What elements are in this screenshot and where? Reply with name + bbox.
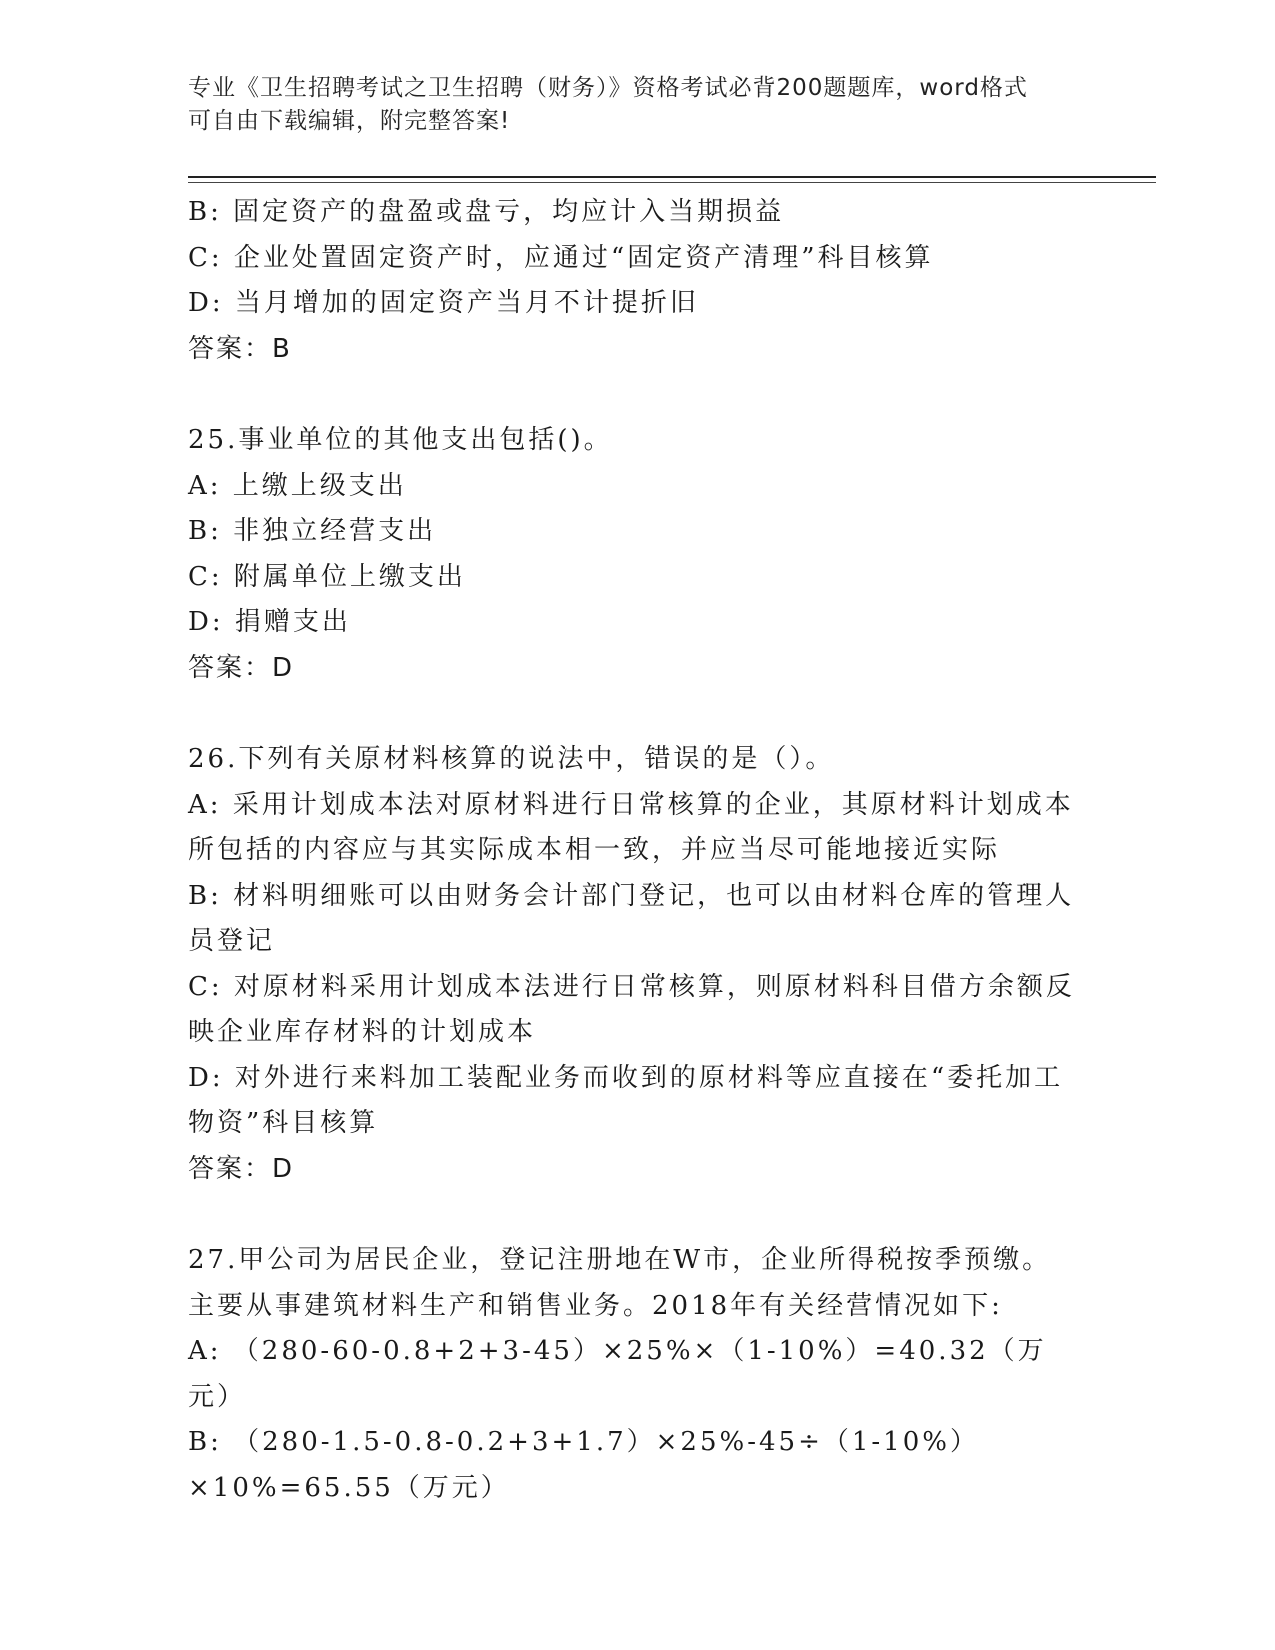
option-d: D: 捐赠支出 [188, 607, 351, 637]
question-24-continuation [188, 190, 1078, 372]
option-a: A: 采用计划成本法对原材料进行日常核算的企业，其原材料计划成本所包括的内容应与其实际成本相一致，并应当尽可能地接近实际 [188, 789, 1074, 865]
document-header [188, 72, 1068, 138]
header-divider-thin [188, 182, 1156, 183]
option-a: A: （280-60-0.8+2+3-45）×25%×（1-10%）=40.32（万元） [188, 1336, 1047, 1412]
option-b: B: 材料明细账可以由财务会计部门登记，也可以由材料仓库的管理人员登记 [188, 880, 1075, 956]
option-b: B: （280-1.5-0.8-0.2+3+1.7）×25%-45÷（1-10%）×10%=65.55（万元） [188, 1427, 979, 1503]
header-title-line: 专业《卫生招聘考试之卫生招聘（财务）》资格考试必背200题题库，word格式 [188, 75, 1028, 101]
question-stem: 25.事业单位的其他支出包括()。 [188, 425, 613, 455]
answer: 答案：D [188, 652, 295, 683]
option-c: C: 附属单位上缴支出 [188, 561, 466, 592]
question-26 [188, 737, 1078, 1192]
option-b: B: 非独立经营支出 [188, 516, 437, 546]
option-d: D: 对外进行来料加工装配业务而收到的原材料等应直接在“委托加工物资”科目核算 [188, 1062, 1064, 1138]
option-c: C: 企业处置固定资产时，应通过“固定资产清理”科目核算 [188, 242, 934, 273]
header-divider [188, 176, 1156, 178]
option-d: D: 当月增加的固定资产当月不计提折旧 [188, 288, 699, 318]
question-stem: 26.下列有关原材料核算的说法中，错误的是（）。 [188, 744, 835, 774]
answer: 答案：D [188, 1153, 295, 1184]
answer: 答案：B [188, 333, 292, 364]
option-b: B: 固定资产的盘盈或盘亏，均应计入当期损益 [188, 197, 785, 227]
question-27 [188, 1238, 1078, 1511]
question-list [188, 190, 1078, 1511]
option-c: C: 对原材料采用计划成本法进行日常核算，则原材料科目借方余额反映企业库存材料的计划成本 [188, 971, 1075, 1047]
header-subtitle-line: 可自由下载编辑，附完整答案! [188, 108, 511, 134]
question-25 [188, 418, 1078, 691]
question-stem: 27.甲公司为居民企业，登记注册地在W市，企业所得税按季预缴。主要从事建筑材料生产和销售业务。2018年有关经营情况如下: [188, 1245, 1052, 1321]
option-a: A: 上缴上级支出 [188, 470, 407, 501]
